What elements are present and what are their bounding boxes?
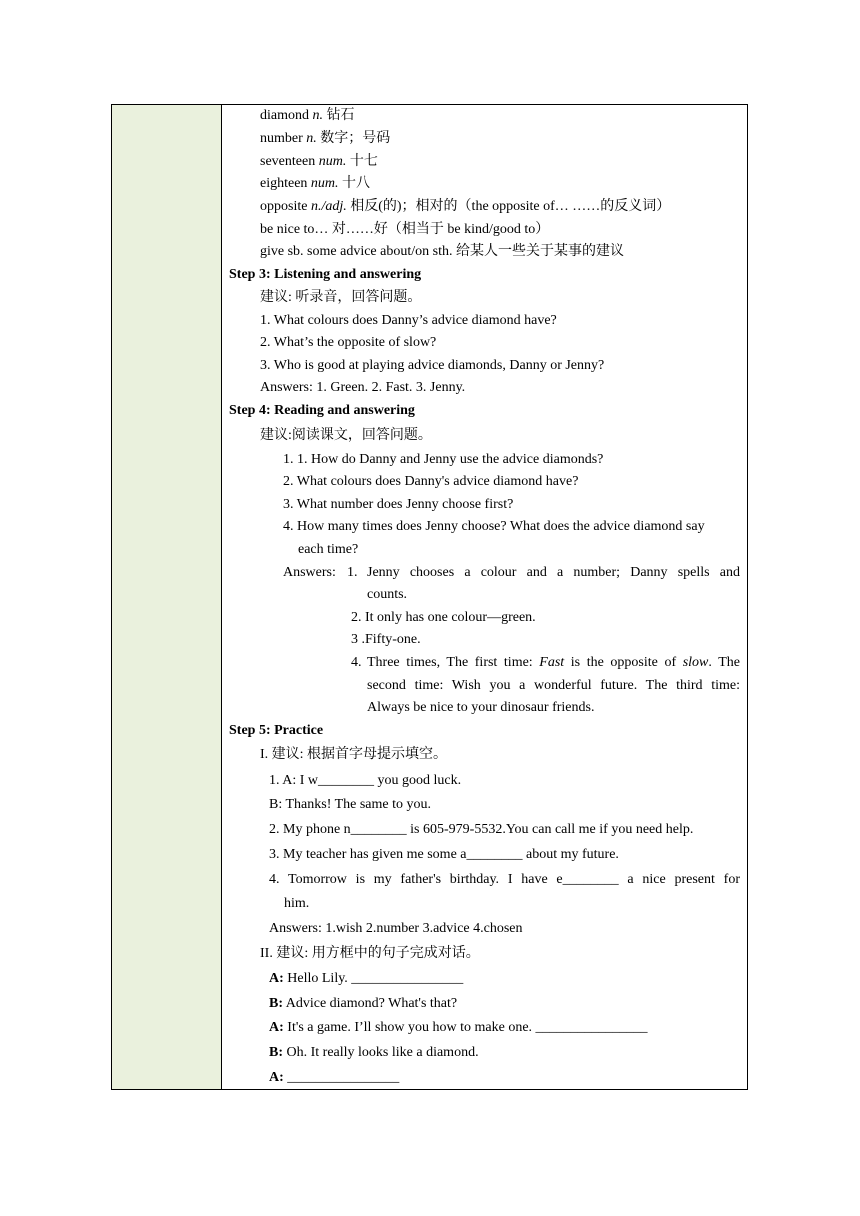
exercise-item: 2. My phone n________ is 605-979-5532.You can call me if you need help.	[269, 822, 694, 837]
vocab-item: eighteen num. 十八	[260, 176, 371, 191]
step4-question: 4. How many times does Jenny choose? What does the advice diamond say	[283, 519, 705, 534]
step4-advice: 建议:阅读课文，回答问题。	[260, 428, 432, 443]
vocab-item: number n. 数字；号码	[260, 131, 391, 146]
step4-answer: Three times, The first time: Fast is the opposite of slow. The	[367, 655, 741, 670]
step3-answers: Answers: 1. Green. 2. Fast. 3. Jenny.	[260, 380, 466, 395]
lesson-table	[111, 104, 748, 1090]
phrase-item: be nice to… 对……好（相当于 be kind/good to）	[260, 222, 550, 237]
exercise-item-cont: him.	[284, 896, 310, 911]
step4-answer-num: 4.	[351, 655, 362, 670]
dialogue-line: B: Advice diamond? What's that?	[269, 996, 458, 1011]
step3-question: 3. Who is good at playing advice diamonds, Danny or Jenny?	[260, 358, 605, 373]
step4-answer-cont: counts.	[367, 587, 408, 602]
step3-question: 1. What colours does Danny’s advice diamond have?	[260, 313, 557, 328]
step5-part2-advice: II. 建议: 用方框中的句子完成对话。	[260, 946, 480, 961]
step4-heading: Step 4: Reading and answering	[229, 403, 415, 418]
step4-question-cont: each time?	[298, 542, 359, 557]
step3-heading: Step 3: Listening and answering	[229, 267, 422, 282]
content-cell	[223, 105, 747, 1089]
step4-answer-cont: Always be nice to your dinosaur friends.	[367, 700, 595, 715]
step5-heading: Step 5: Practice	[229, 723, 324, 738]
vocab-item: opposite n./adj. 相反(的)；相对的（the opposite of… ……的反义词）	[260, 199, 671, 214]
step4-question: 2. What colours does Danny's advice diamond have?	[283, 474, 579, 489]
step4-answer: Jenny chooses a colour and a number; Danny spells and	[367, 565, 740, 580]
step4-answer: 3 .Fifty-one.	[351, 632, 421, 647]
step4-answer-cont: second time: Wish you a wonderful future. The third time:	[367, 678, 740, 693]
left-column-cell	[112, 105, 222, 1089]
step4-question: 1. 1. How do Danny and Jenny use the advice diamonds?	[283, 452, 604, 467]
step5-part1-advice: I. 建议: 根据首字母提示填空。	[260, 747, 448, 762]
vocab-item: diamond n. 钻石	[260, 108, 355, 123]
step5-answers: Answers: 1.wish 2.number 3.advice 4.chosen	[269, 921, 523, 936]
dialogue-line: A: Hello Lily. ________________	[269, 971, 464, 986]
exercise-item: 3. My teacher has given me some a________ about my future.	[269, 847, 619, 862]
exercise-item: B: Thanks! The same to you.	[269, 797, 432, 812]
exercise-item: 1. A: I w________ you good luck.	[269, 773, 462, 788]
vocab-item: seventeen num. 十七	[260, 154, 378, 169]
step4-answer: 2. It only has one colour—green.	[351, 610, 536, 625]
dialogue-line: A: ________________	[269, 1070, 400, 1085]
step4-answer-num: 1.	[347, 565, 358, 580]
phrase-item: give sb. some advice about/on sth. 给某人一些关于某事的建议	[260, 244, 624, 259]
step3-question: 2. What’s the opposite of slow?	[260, 335, 437, 350]
dialogue-line: A: It's a game. I’ll show you how to make one. ________________	[269, 1020, 648, 1035]
step4-question: 3. What number does Jenny choose first?	[283, 497, 514, 512]
step4-answers-label: Answers:	[283, 565, 336, 580]
dialogue-line: B: Oh. It really looks like a diamond.	[269, 1045, 479, 1060]
step3-advice: 建议: 听录音，回答问题。	[260, 290, 422, 305]
exercise-item: 4. Tomorrow is my father's birthday. I have e________ a nice present for	[269, 872, 740, 887]
